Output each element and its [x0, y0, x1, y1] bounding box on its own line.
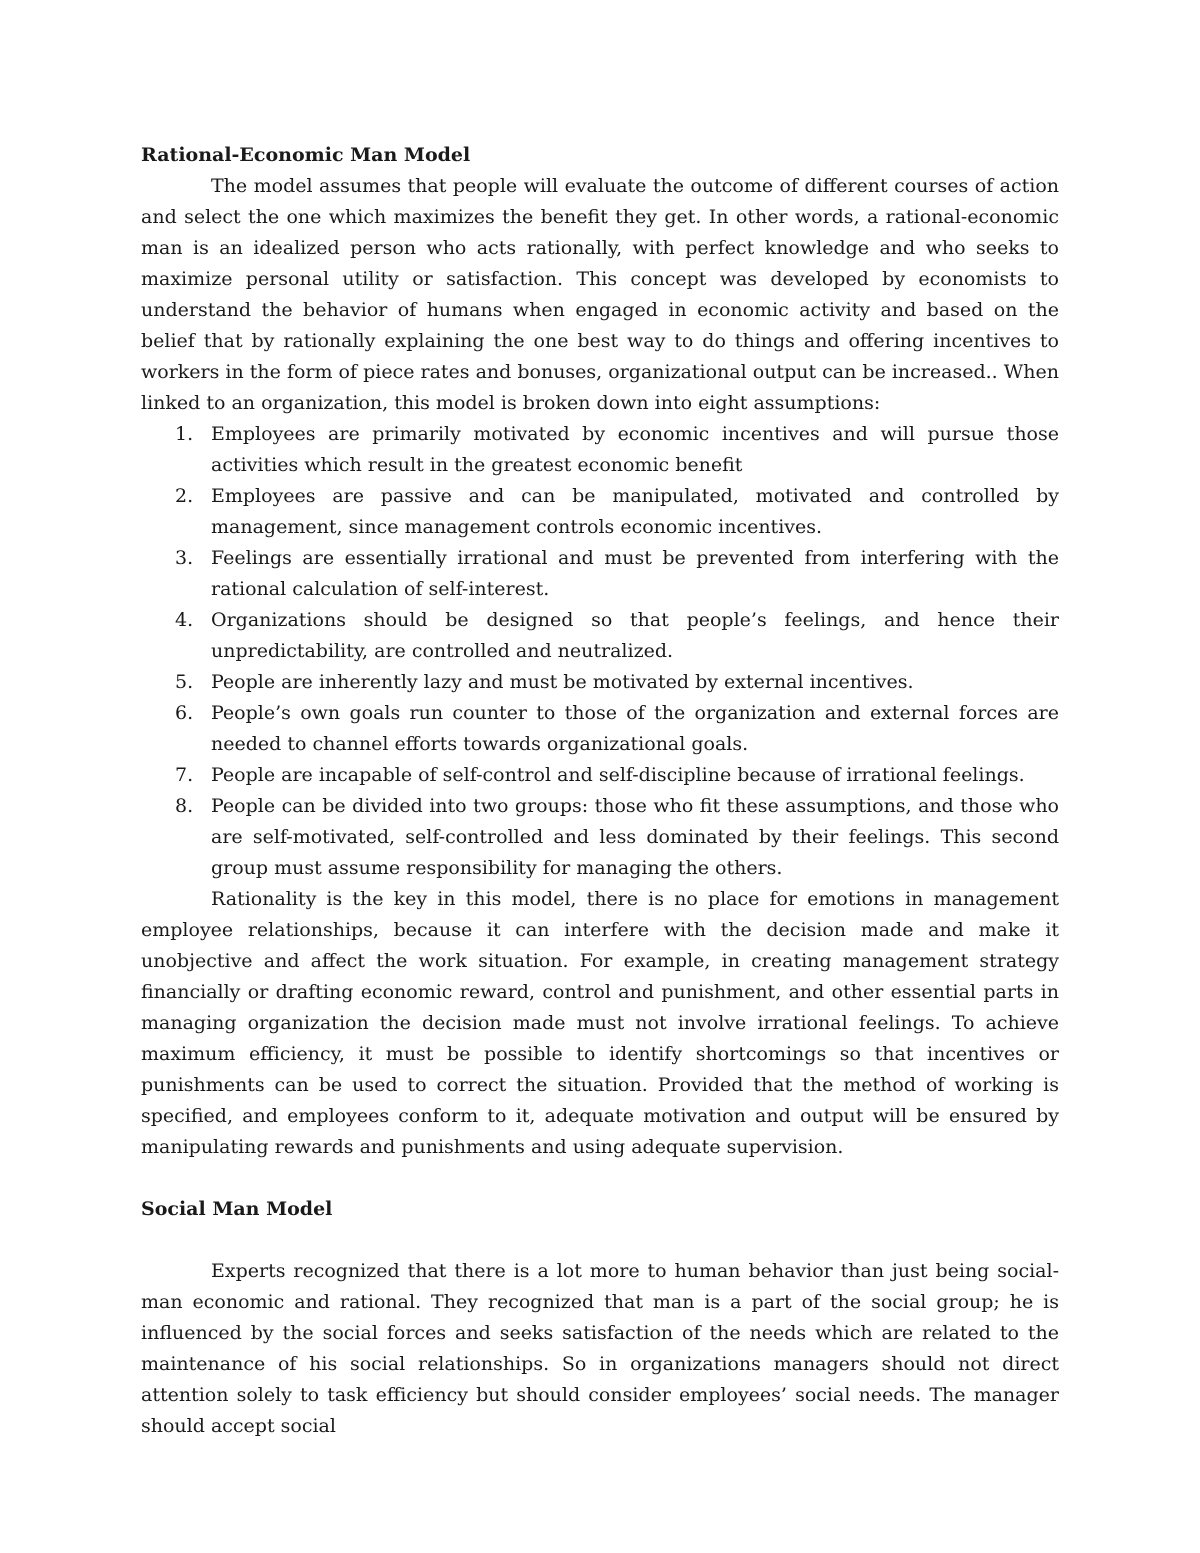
list-item-text: Employees are primarily motivated by economic incentives and will pursue those activities which result in the greatest economic benefit	[211, 423, 1059, 476]
section-title-rational-economic: Rational-Economic Man Model	[141, 144, 471, 166]
document-page	[141, 140, 1059, 1442]
paragraph-conclusion: Rationality is the key in this model, there is no place for emotions in management employee relationships, because it can interfere with the decision made and make it unobjective and affect the work situation. For example, in creating management strategy financially or drafting economic reward, control and punishment, and other essential parts in managing organization the decision made must not involve irrational feelings. To achieve maximum efficiency, it must be possible to identify shortcomings so that incentives or punishments can be used to correct the situation. Provided that the method of working is specified, and employees conform to it, adequate motivation and output will be ensured by manipulating rewards and punishments and using adequate supervision.	[141, 888, 1059, 1158]
list-item	[141, 698, 1059, 760]
list-item	[141, 481, 1059, 543]
list-item	[141, 419, 1059, 481]
list-item	[141, 667, 1059, 698]
list-number: 5.	[175, 671, 194, 693]
list-number: 6.	[175, 702, 194, 724]
list-item-text: People can be divided into two groups: those who fit these assumptions, and those who are self-motivated, self-controlled and less dominated by their feelings. This second group must assume responsibility for managing the others.	[211, 795, 1059, 879]
list-number: 2.	[175, 485, 194, 507]
spacer	[141, 1163, 1059, 1194]
list-number: 8.	[175, 795, 194, 817]
list-number: 4.	[175, 609, 194, 631]
list-number: 1.	[175, 423, 194, 445]
spacer	[141, 1225, 1059, 1256]
list-item-text: Organizations should be designed so that people’s feelings, and hence their unpredictability, are controlled and neutralized.	[211, 609, 1059, 662]
list-item	[141, 543, 1059, 605]
assumptions-list	[141, 419, 1059, 884]
list-number: 3.	[175, 547, 194, 569]
list-item-text: People’s own goals run counter to those of the organization and external forces are needed to channel efforts towards organizational goals.	[211, 702, 1059, 755]
paragraph-intro: The model assumes that people will evaluate the outcome of different courses of action and select the one which maximizes the benefit they get. In other words, a rational-economic man is an idealized person who acts rationally, with perfect knowledge and who seeks to maximize personal utility or satisfaction. This concept was developed by economists to understand the behavior of humans when engaged in economic activity and based on the belief that by rationally explaining the one best way to do things and offering incentives to workers in the form of piece rates and bonuses, organizational output can be increased.. When linked to an organization, this model is broken down into eight assumptions:	[141, 175, 1059, 414]
list-item-text: Employees are passive and can be manipulated, motivated and controlled by management, since management controls economic incentives.	[211, 485, 1059, 538]
list-item	[141, 791, 1059, 884]
list-item	[141, 605, 1059, 667]
list-item-text: Feelings are essentially irrational and must be prevented from interfering with the rational calculation of self-interest.	[211, 547, 1059, 600]
list-item-text: People are incapable of self-control and self-discipline because of irrational feelings.	[211, 764, 1025, 786]
section-title-social-man: Social Man Model	[141, 1198, 333, 1220]
paragraph-social-man: Experts recognized that there is a lot more to human behavior than just being social-man economic and rational. They recognized that man is a part of the social group; he is influenced by the social forces and seeks satisfaction of the needs which are related to the maintenance of his social relationships. So in organizations managers should not direct attention solely to task efficiency but should consider employees’ social needs. The manager should accept social	[141, 1260, 1059, 1437]
list-number: 7.	[175, 764, 194, 786]
list-item-text: People are inherently lazy and must be motivated by external incentives.	[211, 671, 914, 693]
list-item	[141, 760, 1059, 791]
